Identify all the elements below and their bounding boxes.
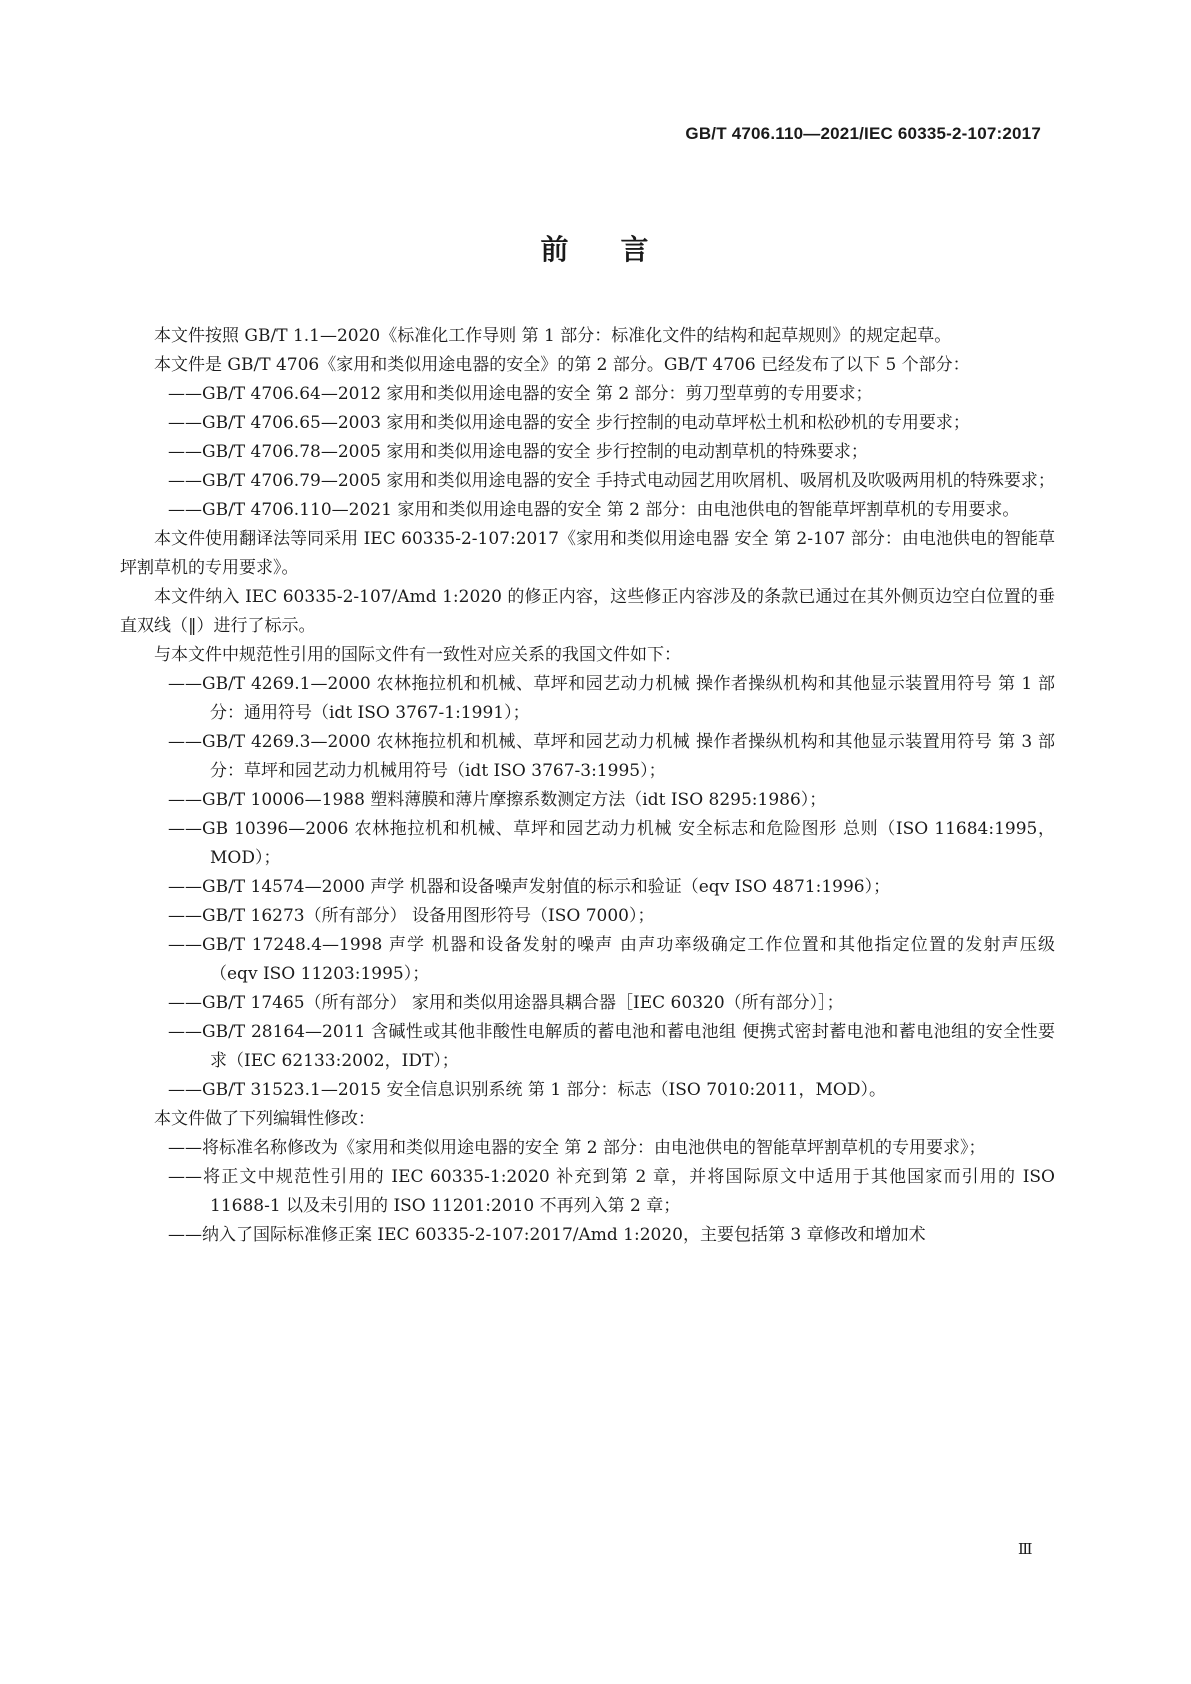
list-item: ——GB/T 4706.78—2005 家用和类似用途电器的安全 步行控制的电动割草机的特殊要求； — [168, 442, 868, 462]
paragraph-translation-method: 本文件使用翻译法等同采用 IEC 60335-2-107:2017《家用和类似用途电器 安全 第 2-107 部分：由电池供电的智能草坪割草机的专用要求》。 — [120, 529, 1055, 578]
list-item: ——GB/T 16273（所有部分） 设备用图形符号（ISO 7000）； — [168, 906, 655, 926]
list-item: ——将正文中规范性引用的 IEC 60335-1:2020 补充到第 2 章，并将国际原文中适用于其他国家而引用的 ISO 11688-1 以及未引用的 ISO 11201:2010 不再列入第 2 章； — [168, 1167, 1055, 1216]
list-item: ——GB/T 17465（所有部分） 家用和类似用途器具耦合器［IEC 60320（所有部分）］； — [168, 993, 844, 1013]
page-title — [0, 228, 1191, 268]
standard-code-header: GB/T 4706.110—2021/IEC 60335-2-107:2017 — [685, 124, 1041, 143]
list-item: ——GB/T 28164—2011 含碱性或其他非酸性电解质的蓄电池和蓄电池组 便携式密封蓄电池和蓄电池组的安全性要求（IEC 62133:2002，IDT）； — [168, 1022, 1055, 1071]
published-parts-list — [120, 380, 1055, 525]
list-item: ——GB/T 10006—1988 塑料薄膜和薄片摩擦系数测定方法（idt ISO 8295:1986）； — [168, 790, 827, 810]
list-item: ——纳入了国际标准修正案 IEC 60335-2-107:2017/Amd 1:2020，主要包括第 3 章修改和增加术 — [168, 1225, 926, 1245]
list-item: ——GB 10396—2006 农林拖拉机和机械、草坪和园艺动力机械 安全标志和危险图形 总则（ISO 11684:1995，MOD）； — [168, 819, 1055, 868]
list-item: ——GB/T 31523.1—2015 安全信息识别系统 第 1 部分：标志（ISO 7010:2011，MOD）。 — [168, 1080, 886, 1100]
list-item: ——GB/T 4269.3—2000 农林拖拉机和机械、草坪和园艺动力机械 操作者操纵机构和其他显示装置用符号 第 3 部分：草坪和园艺动力机械用符号（idt ISO 3767-3:1995）； — [168, 732, 1055, 781]
document-body — [120, 322, 1055, 1250]
paragraph-amendment: 本文件纳入 IEC 60335-2-107/Amd 1:2020 的修正内容，这些修正内容涉及的条款已通过在其外侧页边空白位置的垂直双线（‖）进行了标示。 — [120, 587, 1055, 636]
list-item: ——GB/T 4269.1—2000 农林拖拉机和机械、草坪和园艺动力机械 操作者操纵机构和其他显示装置用符号 第 1 部分：通用符号（idt ISO 3767-1:1991）； — [168, 674, 1055, 723]
paragraph-editorial-changes-intro: 本文件做了下列编辑性修改： — [154, 1109, 375, 1129]
page-title-char-1: 前 — [540, 233, 571, 266]
normative-references-list — [120, 670, 1055, 1105]
list-item: ——GB/T 4706.65—2003 家用和类似用途电器的安全 步行控制的电动草坪松土机和松砂机的专用要求； — [168, 413, 970, 433]
page-title-char-2: 言 — [620, 233, 651, 266]
list-item: ——GB/T 4706.79—2005 家用和类似用途电器的安全 手持式电动园艺用吹屑机、吸屑机及吹吸两用机的特殊要求； — [168, 471, 1055, 491]
list-item: ——将标准名称修改为《家用和类似用途电器的安全 第 2 部分：由电池供电的智能草坪割草机的专用要求》； — [168, 1138, 986, 1158]
list-item: ——GB/T 4706.64—2012 家用和类似用途电器的安全 第 2 部分：剪刀型草剪的专用要求； — [168, 384, 873, 404]
list-item: ——GB/T 4706.110—2021 家用和类似用途电器的安全 第 2 部分：由电池供电的智能草坪割草机的专用要求。 — [168, 500, 1020, 520]
paragraph-series-parts: 本文件是 GB/T 4706《家用和类似用途电器的安全》的第 2 部分。GB/T 4706 已经发布了以下 5 个部分： — [154, 355, 970, 375]
page-number: Ⅲ — [1018, 1540, 1033, 1558]
editorial-changes-list — [120, 1134, 1055, 1250]
paragraph-normative-references-intro: 与本文件中规范性引用的国际文件有一致性对应关系的我国文件如下： — [154, 645, 681, 665]
paragraph-drafting-rules: 本文件按照 GB/T 1.1—2020《标准化工作导则 第 1 部分：标准化文件的结构和起草规则》的规定起草。 — [154, 326, 952, 346]
list-item: ——GB/T 14574—2000 声学 机器和设备噪声发射值的标示和验证（eqv ISO 4871:1996）； — [168, 877, 891, 897]
list-item: ——GB/T 17248.4—1998 声学 机器和设备发射的噪声 由声功率级确定工作位置和其他指定位置的发射声压级（eqv ISO 11203:1995）； — [168, 935, 1055, 984]
